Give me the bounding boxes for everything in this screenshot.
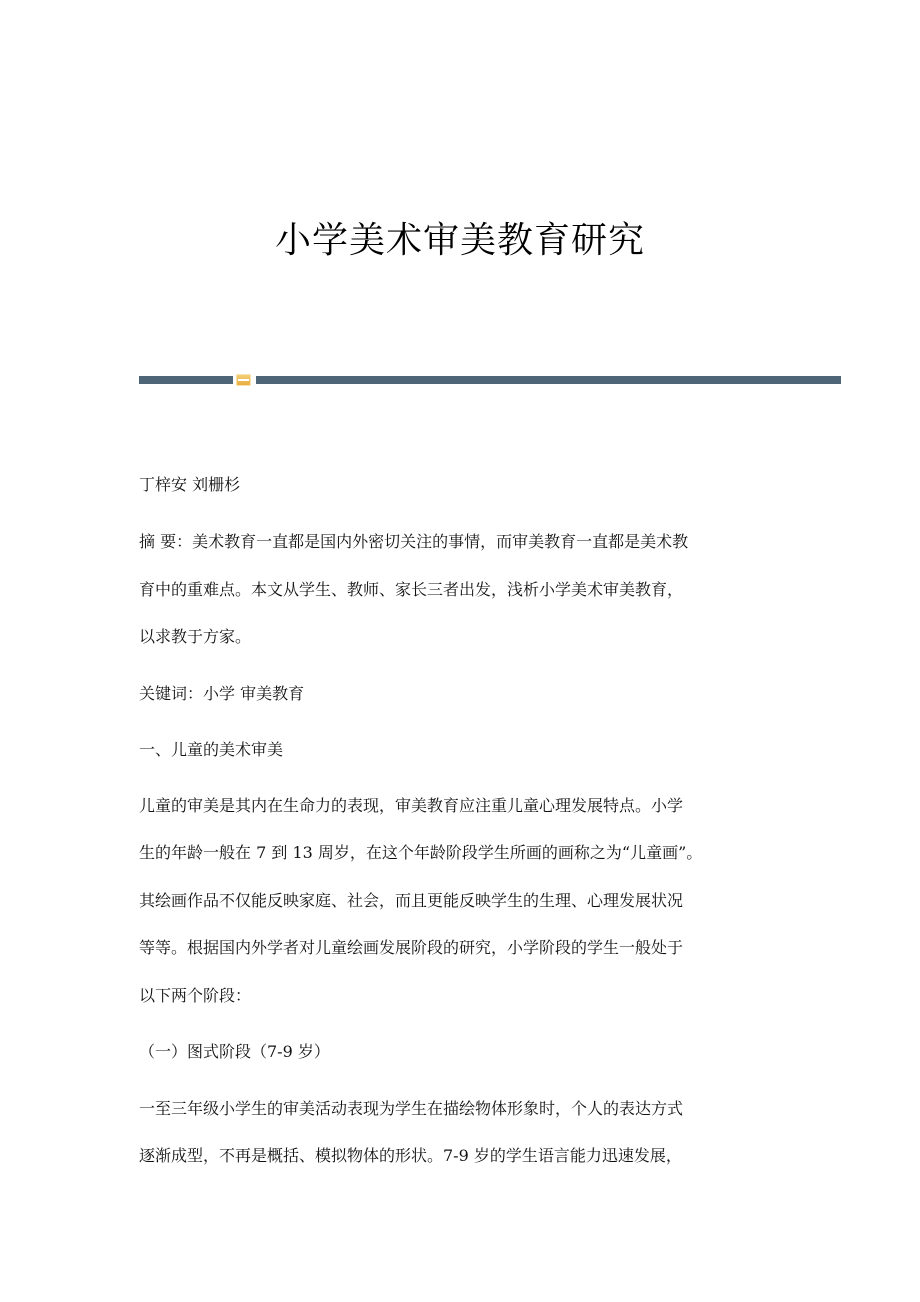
paragraph-line: 其绘画作品不仅能反映家庭、社会，而且更能反映学生的生理、心理发展状况 <box>139 891 684 910</box>
paragraph-line: 以下两个阶段： <box>139 986 252 1005</box>
section-heading: 一、儿童的美术审美 <box>139 740 284 759</box>
paragraph-line: 儿童的审美是其内在生命力的表现，审美教育应注重儿童心理发展特点。小学 <box>139 796 684 815</box>
keywords: 关键词：小学 审美教育 <box>139 684 305 703</box>
divider-bar-left <box>139 376 233 384</box>
abstract-line: 育中的重难点。本文从学生、教师、家长三者出发，浅析小学美术审美教育， <box>139 580 684 599</box>
divider-bar-right <box>256 376 841 384</box>
subsection-heading: （一）图式阶段（7-9 岁） <box>139 1042 330 1061</box>
paragraph-line: 逐渐成型，不再是概括、模拟物体的形状。7-9 岁的学生语言能力迅速发展， <box>139 1146 682 1165</box>
paragraph-line: 等等。根据国内外学者对儿童绘画发展阶段的研究，小学阶段的学生一般处于 <box>139 938 684 957</box>
document-title: 小学美术审美教育研究 <box>274 220 645 261</box>
authors: 丁梓安 刘栅杉 <box>139 475 241 494</box>
divider-ornament-icon <box>236 374 251 386</box>
paragraph-line: 生的年龄一般在 7 到 13 周岁，在这个年龄阶段学生所画的画称之为“儿童画”。 <box>139 843 703 862</box>
abstract-line: 摘 要：美术教育一直都是国内外密切关注的事情，而审美教育一直都是美术教 <box>139 532 689 551</box>
title-divider <box>139 374 841 386</box>
abstract-line: 以求教于方家。 <box>139 627 252 646</box>
paragraph-line: 一至三年级小学生的审美活动表现为学生在描绘物体形象时，个人的表达方式 <box>139 1099 684 1118</box>
